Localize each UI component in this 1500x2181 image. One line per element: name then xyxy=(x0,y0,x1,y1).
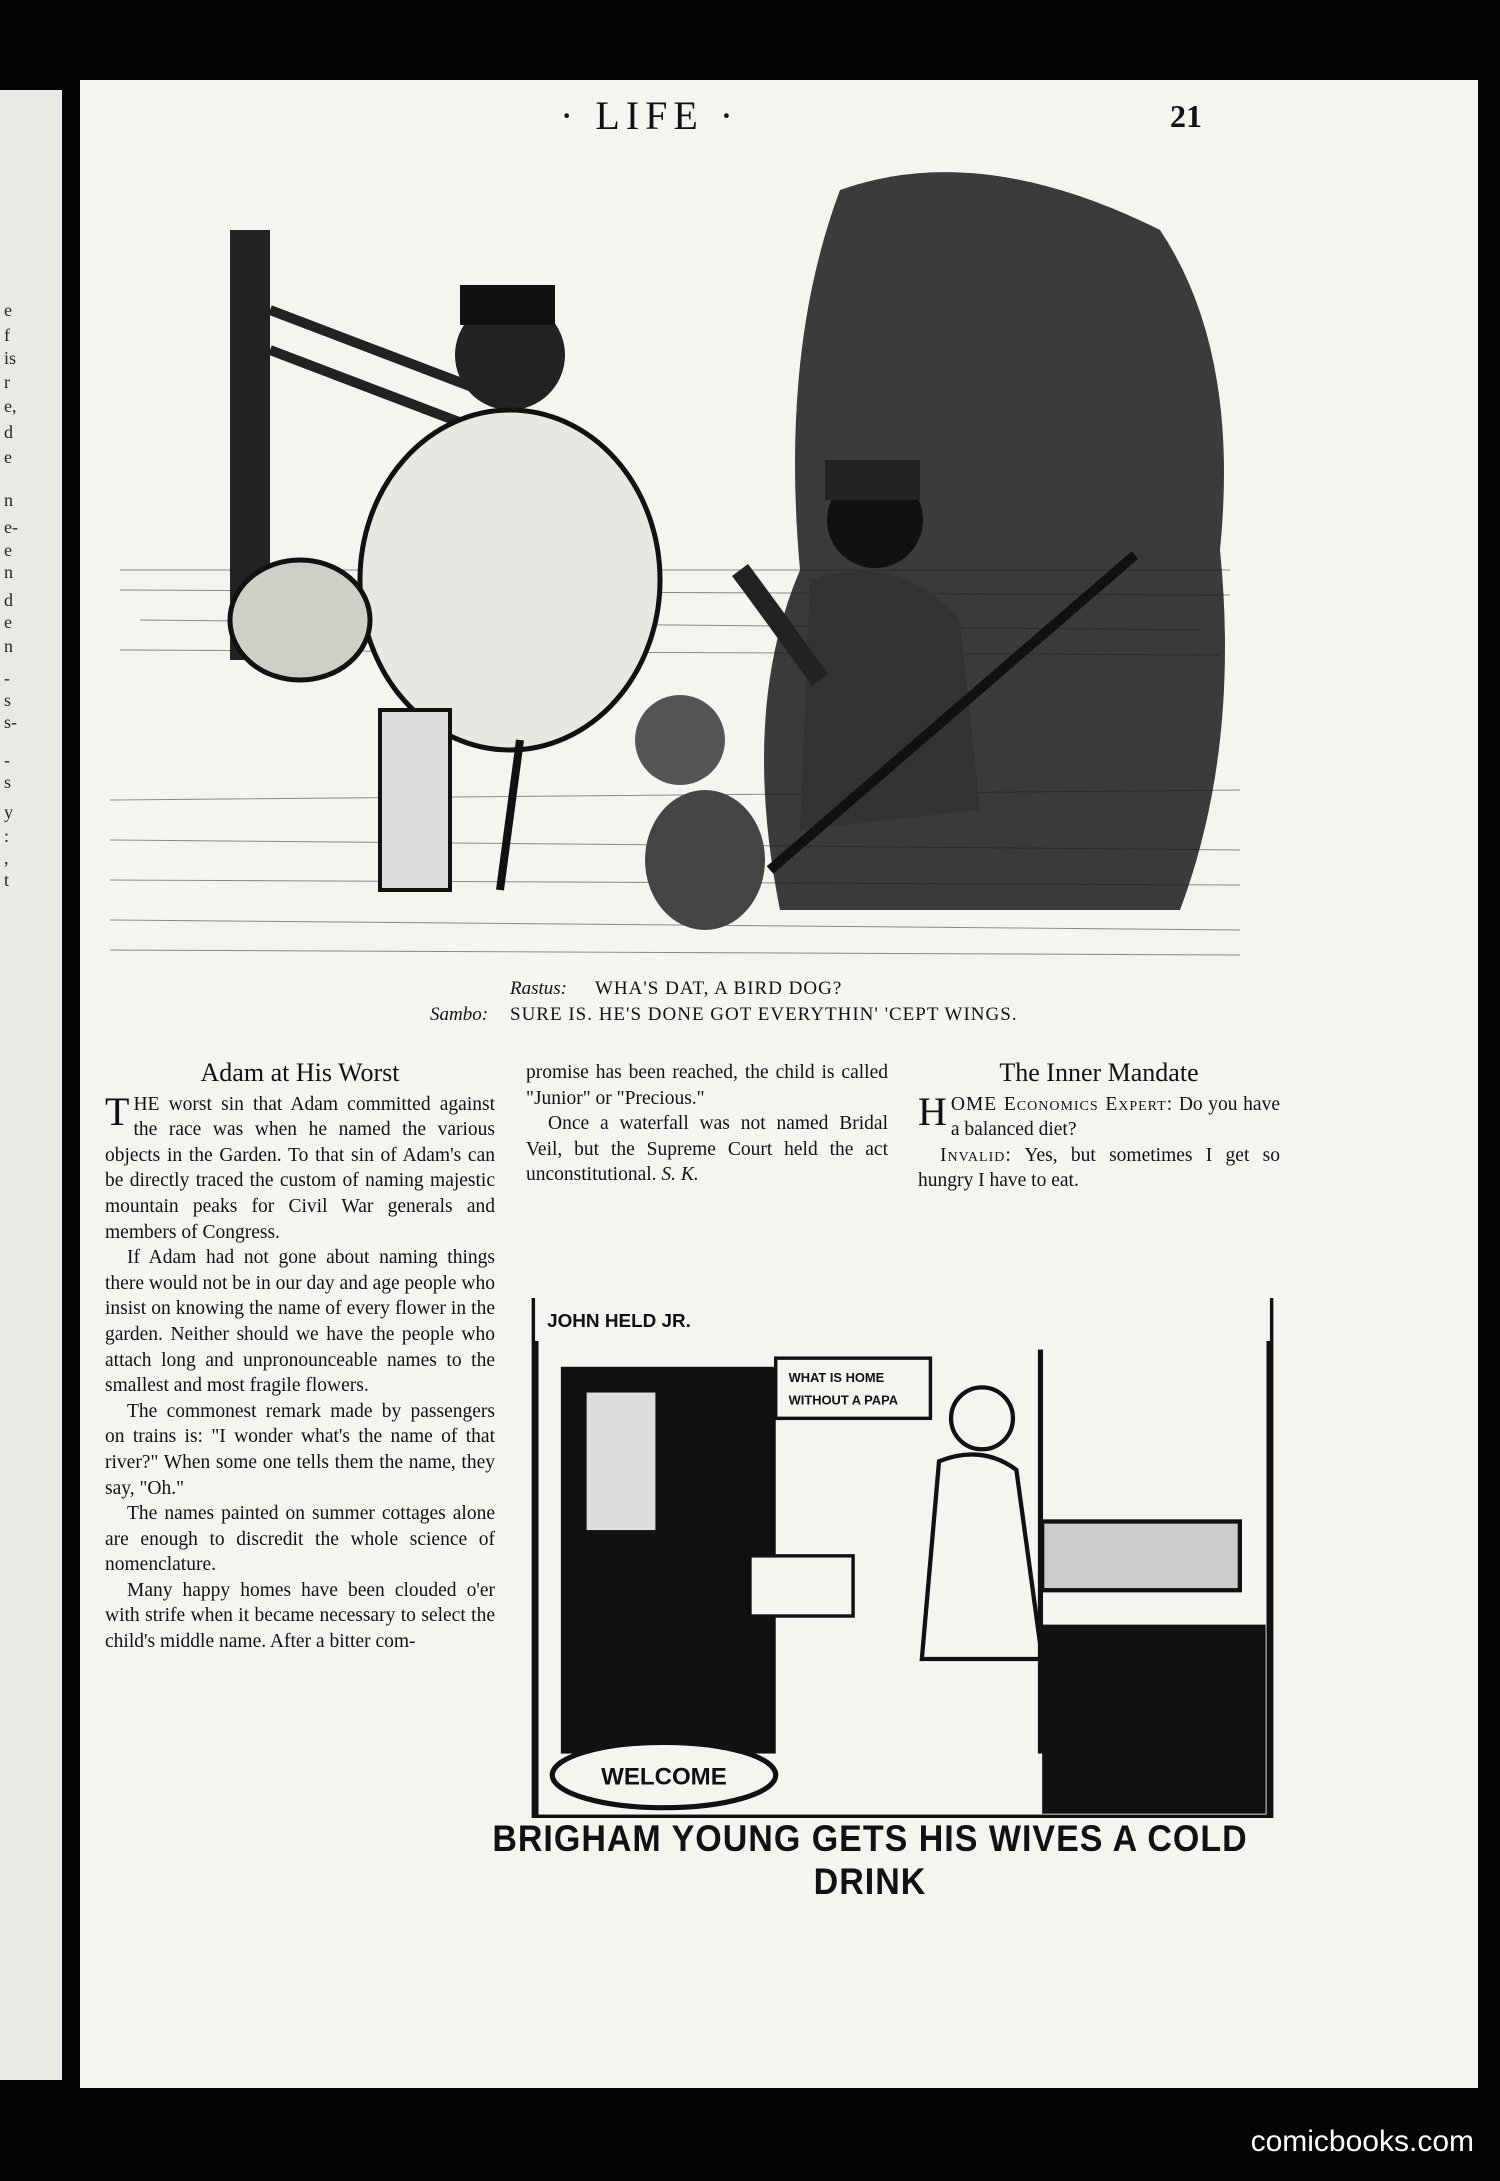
caption-line xyxy=(180,978,1080,1004)
dialogue-line: HOME Economics Expert: Do you have a balanced diet? xyxy=(918,1088,1280,1141)
watermark: comicbooks.com xyxy=(1250,2125,1474,2158)
adjacent-page-fragment: : xyxy=(4,826,10,846)
paragraph: Many happy homes have been clouded o'er with strife when it became necessary to select the child's middle name. After a bitter com- xyxy=(105,1579,495,1653)
adjacent-page-fragment: t xyxy=(4,870,10,890)
adjacent-page-fragment: e- xyxy=(4,517,18,537)
article-title: The Inner Mandate xyxy=(999,1058,1199,1087)
paragraph: promise has been reached, the child is called "Junior" or "Precious." xyxy=(526,1062,888,1109)
caption-speech: SURE IS. HE'S DONE GOT EVERYTHIN' 'CEPT WINGS. xyxy=(510,1004,1018,1025)
sink xyxy=(1042,1521,1240,1590)
adjacent-page-fragment: - xyxy=(4,668,10,688)
paragraph: The names painted on summer cottages alone are enough to discredit the whole science of nomenclature. xyxy=(105,1503,495,1576)
adjacent-page-fragment: d xyxy=(4,590,13,610)
dialogue-line: Invalid: Yes, but sometimes I get so hungry I have to eat. xyxy=(918,1144,1281,1192)
adjacent-page-fragment: s- xyxy=(4,712,17,732)
signature: S. K. xyxy=(661,1164,699,1186)
caption-speaker: Rastus: xyxy=(510,978,567,999)
adjacent-page-fragment: e xyxy=(4,300,12,320)
adjacent-page-fragment: f xyxy=(4,325,10,345)
adjacent-page-fragment: d xyxy=(4,422,13,442)
article-mandate xyxy=(918,1060,1280,1194)
adjacent-page-fragment: r xyxy=(4,372,10,392)
adjacent-page-fragment: e xyxy=(4,447,12,467)
caption-speech: WHA'S DAT, A BIRD DOG? xyxy=(595,978,843,999)
adjacent-page-fragment: e xyxy=(4,612,12,632)
adjacent-page-fragment: n xyxy=(4,636,13,656)
dropcap: H xyxy=(918,1088,947,1134)
illustration-caption xyxy=(180,978,1080,1030)
illustration-rastus-sambo xyxy=(80,150,1260,970)
adjacent-page-fragment: , xyxy=(4,848,9,868)
paragraph: THE worst sin that Adam committed against the race was when he named the various objects in the Garden. To that sin of Adam's can be directly traced the custom of naming majestic mountain peaks for Civil War generals and members of Congress. xyxy=(105,1088,495,1243)
adjacent-page-fragment: n xyxy=(4,490,13,510)
svg-text:WHAT IS HOME: WHAT IS HOME xyxy=(788,1370,885,1386)
article-title: Adam at His Worst xyxy=(200,1058,400,1087)
masthead: · LIFE · xyxy=(560,93,740,138)
adjacent-page-fragment: e xyxy=(4,540,12,560)
article-adam xyxy=(105,1060,495,1655)
adjacent-page-strip xyxy=(0,90,62,2080)
wall-sign xyxy=(776,1358,931,1418)
svg-text:WITHOUT A PAPA: WITHOUT A PAPA xyxy=(788,1392,899,1408)
adjacent-page-fragment: e, xyxy=(4,396,17,416)
article-adam-continued xyxy=(526,1060,888,1188)
paragraph: If Adam had not gone about naming things there would not be in our day and age people who insist on knowing the name of every flower in the garden. Neither should we have the people who attach long and unpronounceable names to the smallest and most fragile flowers. xyxy=(105,1247,495,1397)
caption-line xyxy=(180,1004,1080,1030)
caption-speaker: Sambo: xyxy=(430,1004,489,1025)
page-number: 21 xyxy=(1170,98,1202,134)
cartoon-artist: JOHN HELD JR. xyxy=(547,1311,691,1333)
adjacent-page-fragment: n xyxy=(4,562,13,582)
svg-text:WELCOME: WELCOME xyxy=(601,1763,727,1791)
adjacent-page-fragment: s xyxy=(4,690,12,710)
adjacent-page-fragment: - xyxy=(4,750,10,770)
dropcap: T xyxy=(105,1088,130,1134)
cartoon-title: BRIGHAM YOUNG GETS HIS WIVES A COLD DRINK xyxy=(492,1818,1248,1903)
adjacent-page-fragment: s xyxy=(4,772,12,792)
paragraph: The commonest remark made by passengers on trains is: "I wonder what's the name of that river?" When some one tells them the name, they say, "Oh." xyxy=(105,1400,495,1499)
adjacent-page-fragment: is xyxy=(4,348,17,368)
adjacent-page-fragment: y xyxy=(4,802,13,822)
paragraph: Once a waterfall was not named Bridal Veil, but the Supreme Court held the act unconstitutional. S. K. xyxy=(526,1113,888,1186)
cartoon-brigham-young xyxy=(515,1298,1290,1818)
